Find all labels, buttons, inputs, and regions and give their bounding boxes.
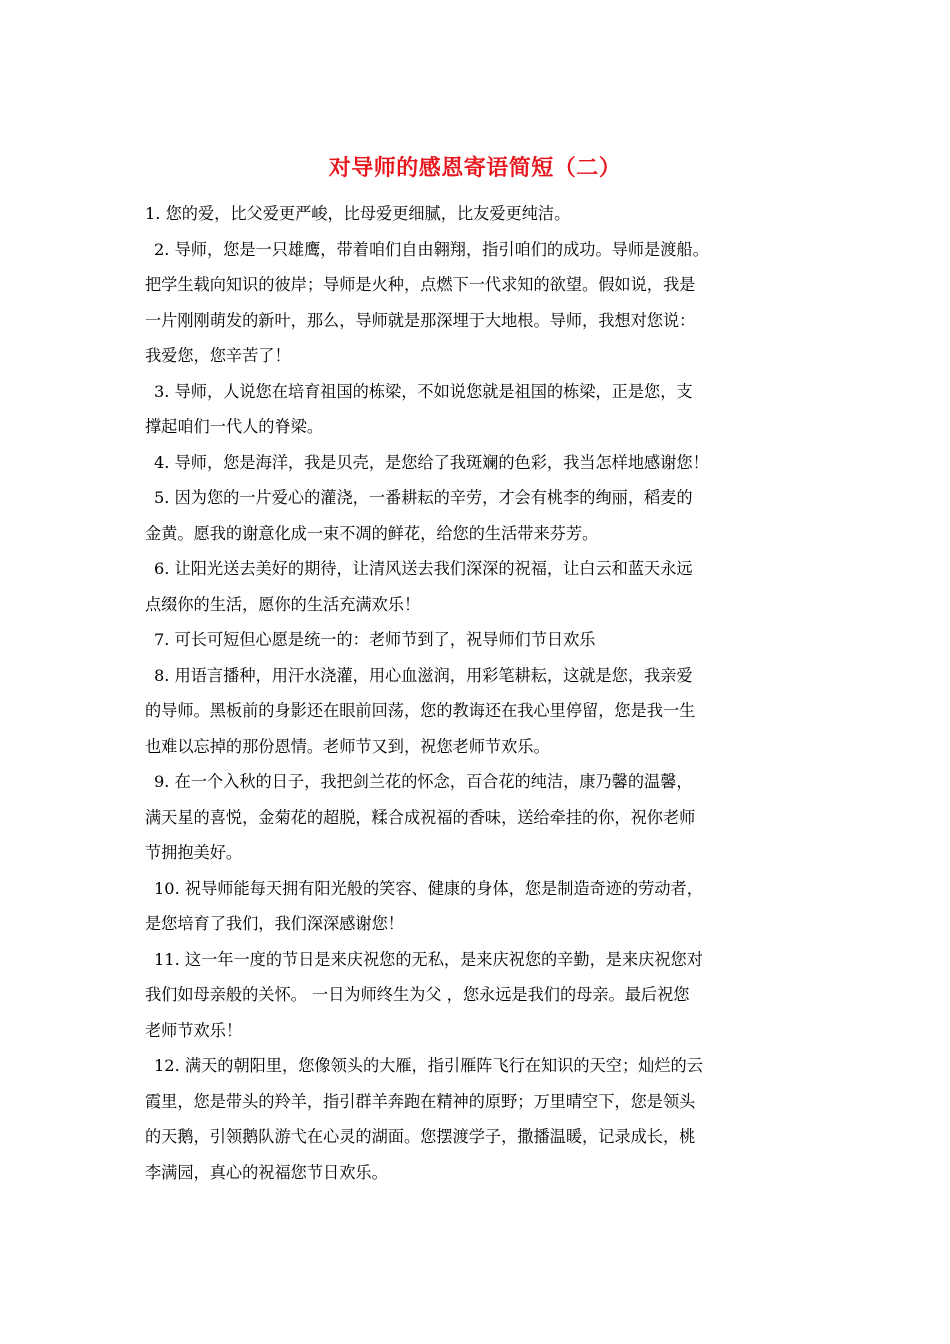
text-line: 8. 用语言播种，用汗水浇灌，用心血滋润，用彩笔耕耘，这就是您，我亲爱 <box>154 665 693 685</box>
list-item <box>145 622 807 658</box>
text-line: 6. 让阳光送去美好的期待，让清风送去我们深深的祝福，让白云和蓝天永远 <box>154 559 693 578</box>
text-line: 李满园，真心的祝福您节日欢乐。 <box>145 1162 388 1182</box>
list-item <box>145 658 807 765</box>
list-item <box>145 1048 807 1190</box>
text-line: 的导师。黑板前的身影还在眼前回荡，您的教诲还在我心里停留，您是我一生 <box>145 701 696 720</box>
text-line: 满天星的喜悦，金菊花的超脱，糅合成祝福的香味，送给牵挂的你，祝你老师 <box>145 807 696 827</box>
text-line: 10. 祝导师能每天拥有阳光般的笑容、健康的身体，您是制造奇迹的劳动者， <box>154 878 703 898</box>
text-line: 把学生载向知识的彼岸；导师是火种，点燃下一代求知的欲望。假如说，我是 <box>145 275 696 294</box>
list-item <box>145 942 807 1049</box>
text-line: 5. 因为您的一片爱心的灌浇，一番耕耘的辛劳，才会有桃李的绚丽，稻麦的 <box>154 488 693 507</box>
list-item <box>145 196 807 232</box>
text-line: 9. 在一个入秋的日子，我把剑兰花的怀念，百合花的纯洁，康乃馨的温馨， <box>154 772 693 791</box>
text-line: 我们如母亲般的关怀。 一日为师终生为父 ，您永远是我们的母亲。最后祝您 <box>145 985 690 1004</box>
text-line: 点缀你的生活，愿你的生活充满欢乐！ <box>145 594 421 614</box>
text-line: 老师节欢乐！ <box>145 1020 243 1040</box>
list-item <box>145 445 807 481</box>
text-line: 是您培育了我们，我们深深感谢您！ <box>145 914 404 933</box>
text-line: 7. 可长可短但心愿是统一的：老师节到了，祝导师们节日欢乐 <box>154 630 596 649</box>
text-line: 我爱您，您辛苦了！ <box>145 346 291 365</box>
list-item <box>145 871 807 942</box>
text-line: 金黄。愿我的谢意化成一束不凋的鲜花，给您的生活带来芬芳。 <box>145 523 599 543</box>
text-line: 4. 导师，您是海洋，我是贝壳，是您给了我斑斓的色彩，我当怎样地感谢您！ <box>154 452 709 472</box>
text-line: 3. 导师，人说您在培育祖国的栋梁，不如说您就是祖国的栋梁，正是您，支 <box>154 381 693 401</box>
document-title: 对导师的感恩寄语简短（二） <box>328 155 622 181</box>
list-item <box>145 480 807 551</box>
document-body <box>145 196 807 1190</box>
text-line: 也难以忘掉的那份恩情。老师节又到，祝您老师节欢乐。 <box>145 736 550 756</box>
text-line: 节拥抱美好。 <box>145 843 243 862</box>
list-item <box>145 232 807 374</box>
text-line: 撑起咱们一代人的脊梁。 <box>145 417 324 436</box>
text-line: 霞里，您是带头的羚羊，指引群羊奔跑在精神的原野；万里晴空下，您是领头 <box>145 1091 696 1111</box>
list-item <box>145 764 807 871</box>
text-line: 1. 您的爱，比父爱更严峻，比母爱更细腻，比友爱更纯洁。 <box>145 204 571 223</box>
text-line: 的天鹅，引领鹅队游弋在心灵的湖面。您摆渡学子，撒播温暖，记录成长，桃 <box>145 1127 696 1146</box>
text-line: 11. 这一年一度的节日是来庆祝您的无私，是来庆祝您的辛勤，是来庆祝您对 <box>154 949 703 969</box>
text-line: 12. 满天的朝阳里，您像领头的大雁，指引雁阵飞行在知识的天空；灿烂的云 <box>154 1056 703 1075</box>
text-line: 一片刚刚萌发的新叶，那么，导师就是那深埋于大地根。导师，我想对您说： <box>145 310 696 330</box>
list-item <box>145 374 807 445</box>
text-line: 2. 导师，您是一只雄鹰，带着咱们自由翱翔，指引咱们的成功。导师是渡船。 <box>154 239 709 259</box>
list-item <box>145 551 807 622</box>
